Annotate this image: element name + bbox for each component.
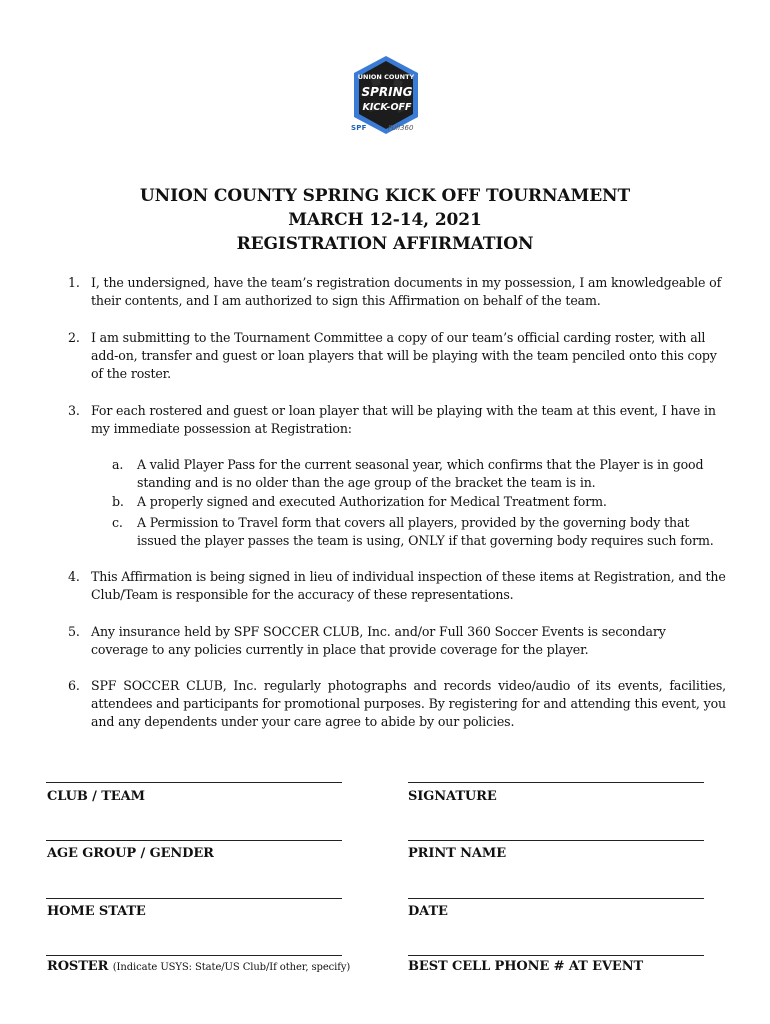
- age-group-line[interactable]: [46, 840, 342, 841]
- club-team-line[interactable]: [46, 782, 342, 783]
- roster-line[interactable]: [46, 955, 342, 956]
- item-number: 6.: [68, 678, 80, 693]
- roster-note: (Indicate USYS: State/US Club/If other, specify): [112, 962, 351, 973]
- item-text: For each rostered and guest or loan player that will be playing with the team at this event, I have in my immediate possession at Registration:: [91, 403, 716, 436]
- signature-label: SIGNATURE: [408, 789, 497, 804]
- sponsor-logos: [340, 124, 430, 136]
- sub-item-letter: b.: [112, 494, 124, 509]
- sub-item-text: A Permission to Travel form that covers all players, provided by the governing body that issued the player passes the team is using, ONLY if that governing body requires such form.: [137, 515, 714, 548]
- sub-item-letter: a.: [112, 457, 124, 472]
- document-subtitle: REGISTRATION AFFIRMATION: [236, 234, 534, 254]
- document-title: UNION COUNTY SPRING KICK OFF TOURNAMENT: [139, 186, 631, 206]
- cell-phone-label: BEST CELL PHONE # AT EVENT: [408, 959, 644, 974]
- document-dates: MARCH 12-14, 2021: [288, 210, 482, 230]
- sub-item-text: A properly signed and executed Authorization for Medical Treatment form.: [137, 494, 607, 509]
- spf-logo: SPF: [351, 124, 367, 132]
- home-state-label: HOME STATE: [47, 904, 146, 919]
- print-name-label: PRINT NAME: [408, 846, 507, 861]
- home-state-line[interactable]: [46, 898, 342, 899]
- item-number: 1.: [68, 275, 80, 290]
- full360-logo: Full360: [388, 124, 414, 132]
- cell-phone-line[interactable]: [408, 955, 704, 956]
- age-group-label: AGE GROUP / GENDER: [47, 846, 214, 861]
- sub-item-text: A valid Player Pass for the current seasonal year, which confirms that the Player is in good standing and is no older than the age group of the bracket the team is in.: [137, 457, 704, 490]
- item-text: SPF SOCCER CLUB, Inc. regularly photographs and records video/audio of its events, facilities, attendees and participants for promotional purposes. By registering for and attending this event, you and any dependents under your care agree to abide by our policies.: [91, 678, 726, 729]
- item-text: This Affirmation is being signed in lieu of individual inspection of these items at Registration, and the Club/Team is responsible for the accuracy of these representations.: [91, 569, 726, 602]
- date-line[interactable]: [408, 898, 704, 899]
- logo-line1: UNION COUNTY: [357, 73, 415, 81]
- signature-line[interactable]: [408, 782, 704, 783]
- sub-item-letter: c.: [112, 515, 123, 530]
- club-team-label: CLUB / TEAM: [47, 789, 145, 804]
- date-label: DATE: [408, 904, 448, 919]
- item-number: 4.: [68, 569, 80, 584]
- item-text: I am submitting to the Tournament Committee a copy of our team’s official carding roster, with all add-on, transfer and guest or loan players that will be playing with the team penciled onto this copy of the roster.: [91, 330, 717, 381]
- item-number: 3.: [68, 403, 80, 418]
- logo-line2: SPRING: [361, 85, 413, 99]
- item-text: I, the undersigned, have the team’s registration documents in my possession, I am knowledgeable of their contents, and I am authorized to sign this Affirmation on behalf of the team.: [91, 275, 722, 308]
- roster-label-text: ROSTER: [47, 959, 109, 974]
- print-name-line[interactable]: [408, 840, 704, 841]
- item-text: Any insurance held by SPF SOCCER CLUB, Inc. and/or Full 360 Soccer Events is secondary coverage to any policies currently in place that provide coverage for the player.: [91, 624, 666, 657]
- logo-line3: KICK-OFF: [362, 102, 412, 113]
- roster-label: [47, 959, 350, 974]
- item-number: 2.: [68, 330, 80, 345]
- item-number: 5.: [68, 624, 80, 639]
